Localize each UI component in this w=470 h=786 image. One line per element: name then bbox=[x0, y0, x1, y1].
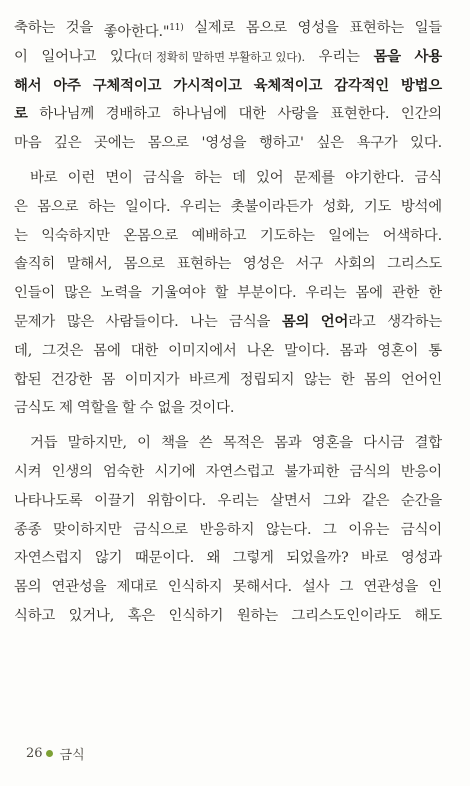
word: 반응이 bbox=[400, 463, 442, 480]
text-line bbox=[14, 14, 442, 43]
word: 방석에 bbox=[400, 198, 442, 215]
word: 목적은 bbox=[222, 435, 264, 452]
word: 몸의 bbox=[14, 579, 42, 596]
text-line bbox=[14, 250, 442, 279]
word: 일에는 bbox=[328, 227, 370, 244]
text-line bbox=[14, 337, 442, 366]
word: 축하는 bbox=[14, 20, 56, 36]
word: 있다. bbox=[410, 135, 442, 152]
word: 때문이다. bbox=[134, 550, 195, 567]
word: 설사 bbox=[301, 579, 330, 596]
bold-word: 육체적이고 bbox=[253, 76, 323, 94]
word: 할 bbox=[121, 400, 136, 417]
word: 인식하기 bbox=[168, 607, 224, 624]
text-line bbox=[14, 573, 442, 602]
word: 몸과 bbox=[274, 435, 302, 452]
word: 금식 bbox=[414, 169, 442, 186]
word: 바로 bbox=[30, 169, 58, 186]
word: 시켜 bbox=[14, 463, 42, 480]
text-line bbox=[14, 72, 442, 101]
word: 쓴 bbox=[198, 435, 213, 452]
word: 일어나고 bbox=[41, 48, 97, 65]
word: 않기 bbox=[94, 550, 123, 567]
word: 하나님에 bbox=[172, 106, 227, 123]
word: 통 bbox=[428, 342, 442, 359]
bullet-dot-icon bbox=[46, 750, 53, 757]
word: 곳에는 bbox=[94, 135, 136, 152]
word: 자연스럽지 bbox=[14, 550, 83, 567]
word: 그리스도인이라도 bbox=[291, 607, 402, 624]
page-number: 26 bbox=[26, 746, 43, 761]
word: 야기한다. bbox=[345, 169, 405, 186]
word: 표현하는 bbox=[349, 20, 405, 36]
word: 해도 bbox=[414, 607, 442, 624]
word: 반응하지 bbox=[199, 521, 255, 538]
text-line bbox=[14, 544, 442, 573]
word: 금식을 bbox=[143, 169, 185, 186]
word: 몸으로 bbox=[37, 198, 79, 215]
word: 우리는 bbox=[180, 198, 222, 215]
word: 이 bbox=[137, 435, 151, 452]
body-text bbox=[14, 14, 442, 631]
word: 제대로 bbox=[116, 579, 158, 596]
word: 거듭 bbox=[30, 435, 58, 452]
word: 몸으로 bbox=[123, 256, 165, 273]
word: 인식하지 bbox=[167, 579, 223, 596]
word: 사람들이다. bbox=[105, 313, 179, 330]
word: 바르게 bbox=[188, 371, 231, 388]
word: 몸에 bbox=[355, 285, 383, 302]
word: 욕구가 bbox=[356, 135, 398, 152]
word: 언어인 bbox=[400, 371, 442, 388]
word: 일들 bbox=[414, 20, 442, 36]
word: 이끌기 bbox=[94, 492, 136, 509]
word: 수 bbox=[139, 400, 154, 417]
word: 인 bbox=[428, 579, 442, 596]
word: 맞이하지만 bbox=[52, 521, 122, 538]
bold-word-with-suffix bbox=[321, 308, 376, 337]
word: 많은 bbox=[66, 313, 95, 330]
text-line bbox=[14, 100, 442, 129]
word: 건강한 bbox=[50, 371, 92, 388]
word: 그리스도 bbox=[387, 256, 442, 273]
word: 몸의 bbox=[363, 371, 392, 388]
bold-word: 몸의 bbox=[281, 312, 310, 330]
bold-word: 로 bbox=[14, 105, 28, 123]
text-line bbox=[14, 394, 442, 423]
word: 기도 bbox=[363, 198, 392, 215]
bold-word: 구체적이고 bbox=[92, 76, 162, 94]
word: 금식을 bbox=[229, 313, 271, 330]
word: 있거나, bbox=[68, 607, 115, 624]
text-line bbox=[14, 164, 442, 193]
page-footer bbox=[26, 744, 85, 763]
word: 제 bbox=[59, 400, 73, 417]
word: 되었을까? bbox=[286, 550, 349, 567]
word: 연관성을 bbox=[363, 579, 419, 596]
word: 살면서 bbox=[270, 492, 312, 509]
bold-word: 방법으 bbox=[400, 76, 442, 94]
word: 이미지가 bbox=[124, 371, 180, 388]
word: 하나님께 bbox=[39, 106, 95, 123]
word: 한 bbox=[340, 371, 355, 388]
word: 기울여야 bbox=[150, 285, 206, 302]
word: 은 bbox=[14, 198, 28, 215]
word: 몸 bbox=[101, 371, 116, 388]
word: 이유는 bbox=[348, 521, 390, 538]
text-line bbox=[14, 43, 442, 72]
word: 는 bbox=[14, 227, 28, 244]
word: 않는 bbox=[303, 371, 332, 388]
word: 연관성을 bbox=[51, 579, 107, 596]
text-line bbox=[14, 222, 442, 251]
word: 한 bbox=[428, 285, 442, 302]
word-with-aside bbox=[110, 43, 305, 72]
word: 부분이다. bbox=[237, 285, 297, 302]
word: 생각하는 bbox=[387, 313, 442, 330]
bold-word: 언어 bbox=[320, 312, 349, 330]
word: 인간의 bbox=[400, 106, 442, 123]
word: 왜 bbox=[206, 550, 221, 567]
word: 시기에 bbox=[154, 463, 196, 480]
word-with-footnote bbox=[104, 14, 184, 43]
text-line bbox=[14, 516, 442, 545]
word: 우리는 bbox=[217, 492, 259, 509]
word: 그 bbox=[322, 521, 337, 538]
word: 못해서다. bbox=[232, 579, 292, 596]
parenthetical-aside: (더 정확히 말하면 부활하고 있다). bbox=[137, 49, 305, 64]
word: 실제로 bbox=[194, 20, 236, 36]
word: 있다 bbox=[109, 48, 138, 65]
text-line bbox=[14, 602, 442, 631]
word: 영혼을 bbox=[311, 435, 353, 452]
bold-word: 사용 bbox=[414, 47, 442, 65]
word: 깊은 bbox=[54, 135, 82, 152]
word: 이런 bbox=[67, 169, 96, 186]
bold-word: 아주 bbox=[53, 76, 81, 94]
bold-word: 몸을 bbox=[373, 47, 401, 65]
word: 영혼이 bbox=[377, 342, 419, 359]
word: 몸과 bbox=[339, 342, 368, 359]
word: 데 bbox=[232, 169, 246, 186]
footnote-marker: 11) bbox=[169, 23, 184, 33]
word: 대한 bbox=[238, 106, 266, 123]
word: 대한 bbox=[130, 342, 159, 359]
text-line bbox=[14, 279, 442, 308]
word: 말이다. bbox=[284, 342, 330, 359]
word: 인들이 bbox=[14, 285, 56, 302]
word: 다시금 bbox=[363, 435, 405, 452]
word: 그와 bbox=[322, 492, 351, 509]
text-line bbox=[14, 308, 442, 337]
text-line bbox=[14, 429, 442, 458]
word: 노력을 bbox=[100, 285, 142, 302]
word: 나는 bbox=[190, 313, 218, 330]
word: 혹은 bbox=[127, 607, 155, 624]
running-title: 금식 bbox=[59, 748, 85, 763]
word: 금식으로 bbox=[133, 521, 188, 538]
word: 금식도 bbox=[14, 400, 56, 417]
word: 사랑을 bbox=[277, 106, 319, 123]
word: '영성을 bbox=[201, 135, 247, 152]
word: 종종 bbox=[14, 521, 42, 538]
word: 몸으로 bbox=[245, 20, 287, 36]
word: 기도하는 bbox=[259, 227, 315, 244]
text-line bbox=[14, 193, 442, 222]
word: 영성은 bbox=[242, 256, 284, 273]
word: 사회의 bbox=[334, 256, 376, 273]
word: 영성을 bbox=[297, 20, 339, 36]
word: 할 bbox=[214, 285, 229, 302]
text-line bbox=[14, 129, 442, 158]
word: 마음 bbox=[14, 135, 42, 152]
word: 나온 bbox=[246, 342, 275, 359]
word: 금식의 bbox=[349, 463, 391, 480]
word: 솔직히 bbox=[14, 256, 56, 273]
word: 하는 bbox=[194, 169, 222, 186]
word: 이 bbox=[14, 48, 28, 65]
word: 문제가 bbox=[14, 313, 56, 330]
word: 말해서, bbox=[66, 256, 113, 273]
word: 위함이다. bbox=[146, 492, 206, 509]
word: 영성과 bbox=[400, 550, 442, 567]
word: 우리는 bbox=[318, 48, 360, 65]
word: 익숙하지만 bbox=[41, 227, 110, 244]
word: 불가피한 bbox=[284, 463, 340, 480]
text-line bbox=[14, 366, 442, 395]
word: 것을 bbox=[65, 20, 94, 36]
word: 일이다. bbox=[124, 198, 171, 215]
word: 원하는 bbox=[236, 607, 278, 624]
word: 합된 bbox=[14, 371, 42, 388]
bold-word: 해서 bbox=[14, 76, 42, 94]
word: 온몸으로 bbox=[123, 227, 179, 244]
word: 많은 bbox=[64, 285, 92, 302]
word: 표현한다. bbox=[330, 106, 390, 123]
word: 문제를 bbox=[293, 169, 335, 186]
text-line bbox=[14, 458, 442, 487]
word: 그 bbox=[339, 579, 354, 596]
word: 라고 bbox=[348, 313, 376, 330]
word: 표현하는 bbox=[176, 256, 232, 273]
word: 관한 bbox=[391, 285, 420, 302]
word: 없을 bbox=[157, 400, 185, 417]
word: 예배하고 bbox=[191, 227, 247, 244]
text-line bbox=[14, 487, 442, 516]
word: 서구 bbox=[295, 256, 323, 273]
word: 바로 bbox=[360, 550, 389, 567]
word: 몸으로 bbox=[147, 135, 189, 152]
word: 행하고' bbox=[258, 135, 304, 152]
word: 그것은 bbox=[42, 342, 84, 359]
word: 성화, bbox=[322, 198, 355, 215]
word: 데, bbox=[14, 342, 33, 359]
word: 역할을 bbox=[76, 400, 118, 417]
word: 금식이 bbox=[400, 521, 442, 538]
word: 있어 bbox=[256, 169, 284, 186]
word: 그렇게 bbox=[232, 550, 274, 567]
word: 경배하고 bbox=[105, 106, 161, 123]
word: 자연스럽고 bbox=[205, 463, 275, 480]
word: 인생의 bbox=[51, 463, 93, 480]
word: 몸에 bbox=[93, 342, 121, 359]
word: 엄숙한 bbox=[102, 463, 145, 480]
word: 정립되지 bbox=[239, 371, 295, 388]
word: 말하지만, bbox=[67, 435, 127, 452]
bold-word: 가시적이고 bbox=[173, 76, 242, 94]
word: 싶은 bbox=[316, 135, 344, 152]
word: 하는 bbox=[87, 198, 116, 215]
word: 것이다. bbox=[188, 400, 235, 417]
word: 않는다. bbox=[265, 521, 312, 538]
word: 우리는 bbox=[305, 285, 347, 302]
word: 식하고 bbox=[14, 607, 56, 624]
word: 이미지에서 bbox=[168, 342, 237, 359]
word: 같은 bbox=[361, 492, 390, 509]
word: 순간을 bbox=[400, 492, 442, 509]
word: 책을 bbox=[161, 435, 189, 452]
word: 결합 bbox=[414, 435, 442, 452]
word: 어색하다. bbox=[382, 227, 442, 244]
word: 촛불이라든가 bbox=[230, 198, 313, 215]
word: 나타나도록 bbox=[14, 492, 83, 509]
bold-word: 감각적인 bbox=[334, 76, 389, 94]
word: 면이 bbox=[105, 169, 133, 186]
word: 좋아한다." bbox=[103, 24, 170, 40]
